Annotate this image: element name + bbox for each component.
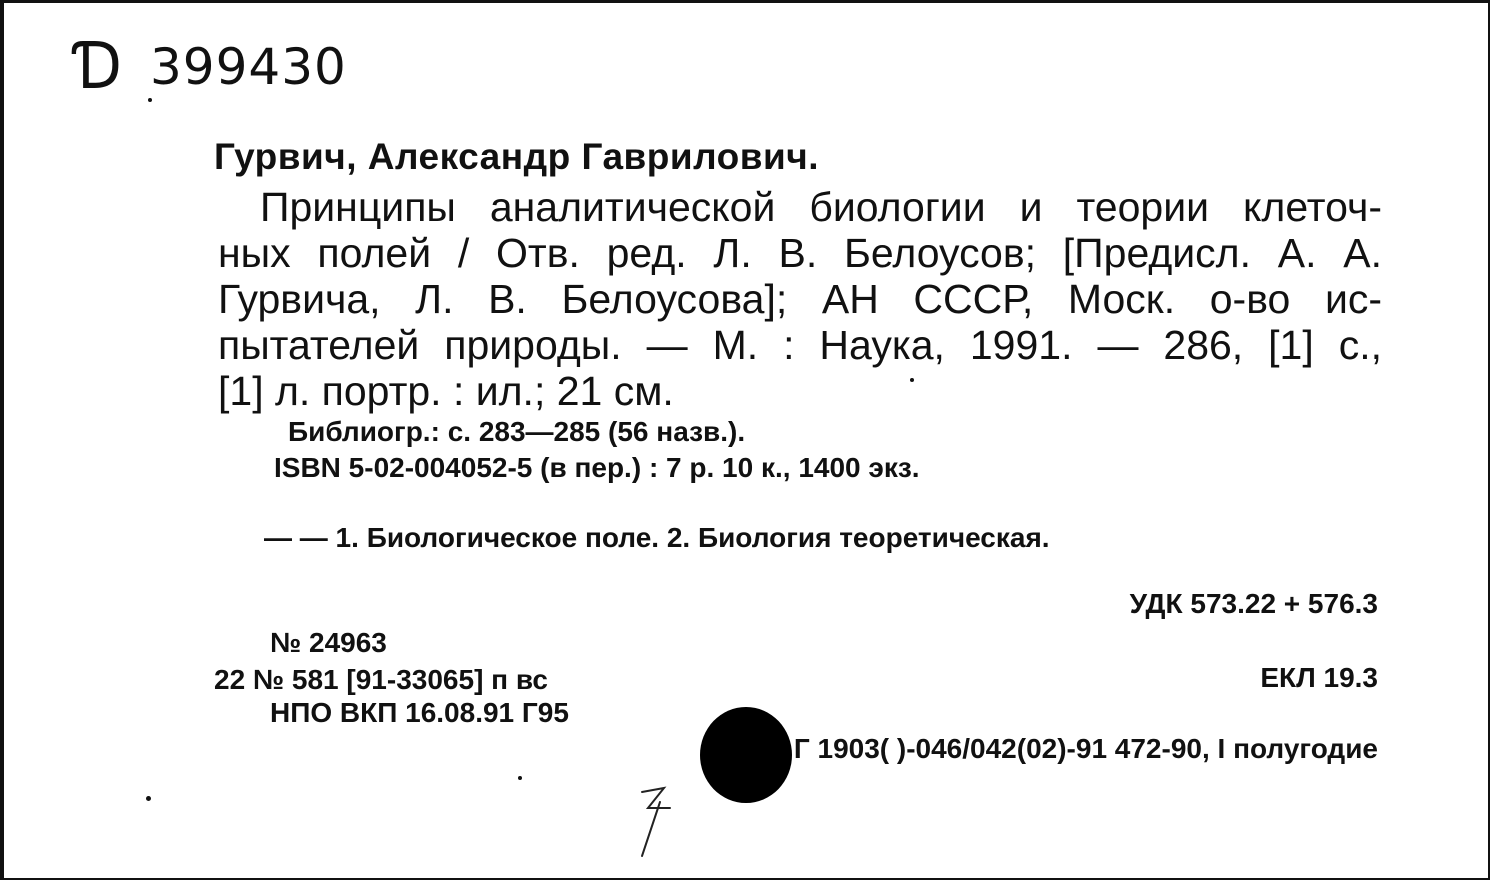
handwritten-pencil-mark bbox=[620, 772, 700, 862]
description-line: Гурвича, Л. В. Белоусова]; АН СССР, Моск. о-во ис- bbox=[218, 276, 1382, 322]
ink-speck bbox=[146, 796, 151, 801]
ink-blot bbox=[700, 707, 792, 803]
subject-headings: — — 1. Биологическое поле. 2. Биология теоретическая. bbox=[264, 522, 1050, 553]
ink-speck bbox=[518, 776, 522, 780]
ink-speck bbox=[148, 98, 152, 102]
description-line: ных полей / Отв. ред. Л. В. Белоусов; [Предисл. А. А. bbox=[218, 230, 1382, 276]
registration-number: 22 № 581 [91-33065] п вс bbox=[214, 664, 548, 695]
order-number: № 24963 bbox=[270, 627, 387, 658]
description-line: Принципы аналитической биологии и теории клеточ- bbox=[260, 184, 1382, 230]
card-top-edge bbox=[0, 0, 1490, 3]
ekl-code: ЕКЛ 19.3 bbox=[1260, 662, 1378, 693]
udk-code: УДК 573.22 + 576.3 bbox=[1129, 588, 1378, 619]
printer-line: НПО ВКП 16.08.91 Г95 bbox=[270, 697, 569, 728]
handwritten-shelf-letter: Ɗ bbox=[74, 30, 122, 104]
author-heading: Гурвич, Александр Гаврилович. bbox=[214, 136, 819, 177]
description-line: пытателей природы. — М. : Наука, 1991. — 286, [1] с., bbox=[218, 322, 1382, 368]
description-line: [1] л. портр. : ил.; 21 см. bbox=[218, 368, 674, 414]
bibliographic-description bbox=[218, 184, 1382, 414]
bibliography-note: Библиогр.: с. 283—285 (56 назв.). bbox=[288, 416, 746, 447]
isbn-line: ISBN 5-02-004052-5 (в пер.) : 7 р. 10 к., 1400 экз. bbox=[274, 452, 920, 483]
ink-speck bbox=[910, 378, 914, 382]
price-code-line: Г 1903( )-046/042(02)-91 472-90, I полугодие bbox=[793, 733, 1378, 764]
handwritten-inventory-number: 399430 bbox=[150, 38, 347, 96]
card-left-edge bbox=[0, 0, 4, 880]
